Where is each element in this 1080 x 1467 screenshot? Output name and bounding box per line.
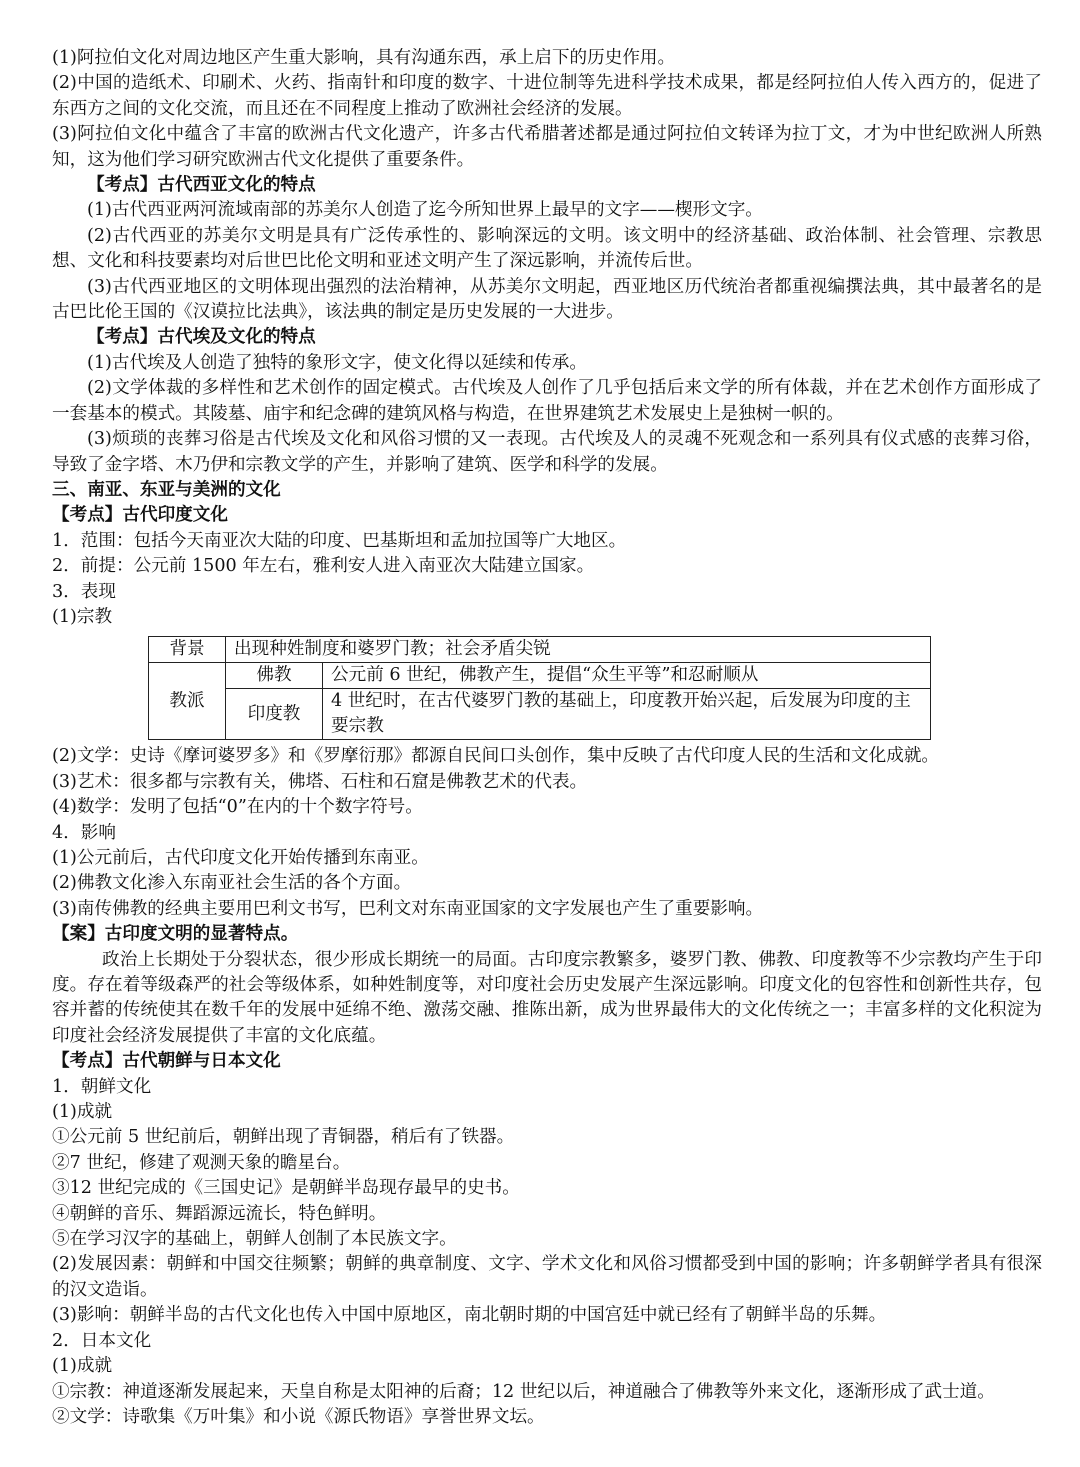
paragraph: (1)古代埃及人创造了独特的象形文字，使文化得以延续和传承。 <box>87 352 587 373</box>
paragraph: (3)烦琐的丧葬习俗是古代埃及文化和风俗习惯的又一表现。古代埃及人的灵魂不死观念和一系列具有仪式感的丧葬习俗，导致了金字塔、木乃伊和宗教文学的产生，并影响了建筑、医学和科学的发展。 <box>52 429 1042 475</box>
table-cell: 背景 <box>149 637 226 663</box>
paragraph: 4．影响 <box>52 822 116 843</box>
paragraph: (4)数学：发明了包括“0”在内的十个数字符号。 <box>52 797 423 818</box>
paragraph: (1)古代西亚两河流域南部的苏美尔人创造了迄今所知世界上最早的文字——楔形文字。 <box>87 200 763 221</box>
paragraph: (3)影响：朝鲜半岛的古代文化也传入中国中原地区，南北朝时期的中国宫廷中就已经有了朝鲜半岛的乐舞。 <box>52 1305 887 1326</box>
table-cell: 4 世纪时，在古代婆罗门教的基础上，印度教开始兴起，后发展为印度的主要宗教 <box>323 689 931 740</box>
section-heading: 【考点】古代朝鲜与日本文化 <box>52 1051 281 1072</box>
table-cell: 公元前 6 世纪，佛教产生，提倡“众生平等”和忍耐顺从 <box>323 663 931 689</box>
paragraph: ①公元前 5 世纪前后，朝鲜出现了青铜器，稍后有了铁器。 <box>52 1127 515 1148</box>
paragraph: (2)古代西亚的苏美尔文明是具有广泛传承性的、影响深远的文明。该文明中的经济基础、政治体制、社会管理、宗教思想、文化和科技要素均对后世巴比伦文明和亚述文明产生了深远影响，并流传后世。 <box>52 225 1042 272</box>
paragraph: 政治上长期处于分裂状态，很少形成长期统一的局面。古印度宗教繁多，婆罗门教、佛教、印度教等不少宗教均产生于印度。存在着等级森严的社会等级体系，如种姓制度等，对印度社会历史发展产生深远影响。印度文化的包容性和创新性共存，包容并蓄的传统使其在数千年的发展中延绵不绝、激荡交融、推陈出新，成为世界最伟大的文化传统之一；丰富多样的文化积淀为印度社会经济发展提供了丰富的文化底蕴。 <box>52 949 1042 1046</box>
paragraph: (3)古代西亚地区的文明体现出强烈的法治精神，从苏美尔文明起，西亚地区历代统治者都重视编撰法典，其中最著名的是古巴比伦王国的《汉谟拉比法典》，该法典的制定是历史发展的一大进步。 <box>52 276 1042 323</box>
paragraph: (1)宗教 <box>52 606 113 627</box>
section-heading: 【考点】古代印度文化 <box>52 505 228 526</box>
chapter-heading: 三、南亚、东亚与美洲的文化 <box>52 479 281 500</box>
religion-table <box>148 636 931 740</box>
paragraph: ②文学：诗歌集《万叶集》和小说《源氏物语》享誉世界文坛。 <box>52 1406 545 1427</box>
paragraph: (1)公元前后，古代印度文化开始传播到东南亚。 <box>52 847 429 868</box>
table-row <box>149 663 931 689</box>
paragraph: (2)文学：史诗《摩诃婆罗多》和《罗摩衍那》都源自民间口头创作，集中反映了古代印度人民的生活和文化成就。 <box>52 746 940 767</box>
paragraph: ⑤在学习汉字的基础上，朝鲜人创制了本民族文字。 <box>52 1229 457 1250</box>
paragraph: (3)南传佛教的经典主要用巴利文书写，巴利文对东南亚国家的文字发展也产生了重要影响。 <box>52 898 764 919</box>
table-cell: 佛教 <box>226 663 323 689</box>
paragraph: (1)成就 <box>52 1356 113 1377</box>
paragraph: 1．范围：包括今天南亚次大陆的印度、巴基斯坦和孟加拉国等广大地区。 <box>52 530 627 551</box>
table-row <box>149 689 931 740</box>
document-page <box>52 46 1042 1430</box>
paragraph: ①宗教：神道逐渐发展起来，天皇自称是太阳神的后裔；12 世纪以后，神道融合了佛教等外来文化，逐渐形成了武士道。 <box>52 1381 995 1402</box>
paragraph: (3)阿拉伯文化中蕴含了丰富的欧洲古代文化遗产，许多古代希腊著述都是通过阿拉伯文转译为拉丁文，才为中世纪欧洲人所熟知，这为他们学习研究欧洲古代文化提供了重要条件。 <box>52 124 1042 170</box>
paragraph: 2．日本文化 <box>52 1330 152 1351</box>
paragraph: (1)成就 <box>52 1102 113 1123</box>
paragraph: ②7 世纪，修建了观测天象的瞻星台。 <box>52 1152 351 1173</box>
paragraph: (1)阿拉伯文化对周边地区产生重大影响，具有沟通东西，承上启下的历史作用。 <box>52 48 676 68</box>
table-cell: 教派 <box>149 663 226 740</box>
paragraph: (2)发展因素：朝鲜和中国交往频繁；朝鲜的典章制度、文字、学术文化和风俗习惯都受到中国的影响；许多朝鲜学者具有很深的汉文造诣。 <box>52 1254 1042 1300</box>
paragraph: ④朝鲜的音乐、舞蹈源远流长，特色鲜明。 <box>52 1203 387 1224</box>
paragraph: ③12 世纪完成的《三国史记》是朝鲜半岛现存最早的史书。 <box>52 1178 520 1199</box>
paragraph: (2)文学体裁的多样性和艺术创作的固定模式。古代埃及人创作了几乎包括后来文学的所有体裁，并在艺术创作方面形成了一套基本的模式。其陵墓、庙宇和纪念碑的建筑风格与构造，在世界建筑艺术发展史上是独树一帜的。 <box>52 378 1042 424</box>
paragraph: (3)艺术：很多都与宗教有关，佛塔、石柱和石窟是佛教艺术的代表。 <box>52 771 588 792</box>
table-cell: 印度教 <box>226 689 323 740</box>
paragraph: (2)佛教文化渗入东南亚社会生活的各个方面。 <box>52 873 412 894</box>
table-row <box>149 637 931 663</box>
table-cell: 出现种姓制度和婆罗门教；社会矛盾尖锐 <box>226 637 931 663</box>
section-heading: 【考点】古代埃及文化的特点 <box>87 327 316 348</box>
section-heading: 【考点】古代西亚文化的特点 <box>87 175 316 196</box>
paragraph: 2．前提：公元前 1500 年左右，雅利安人进入南亚次大陆建立国家。 <box>52 556 595 577</box>
paragraph: (2)中国的造纸术、印刷术、火药、指南针和印度的数字、十进位制等先进科学技术成果，都是经阿拉伯人传入西方的，促进了东西方之间的文化交流，而且还在不同程度上推动了欧洲社会经济的发展。 <box>52 73 1042 119</box>
section-heading: 【案】古印度文明的显著特点。 <box>52 924 299 945</box>
paragraph: 1．朝鲜文化 <box>52 1076 152 1097</box>
paragraph: 3．表现 <box>52 581 116 602</box>
